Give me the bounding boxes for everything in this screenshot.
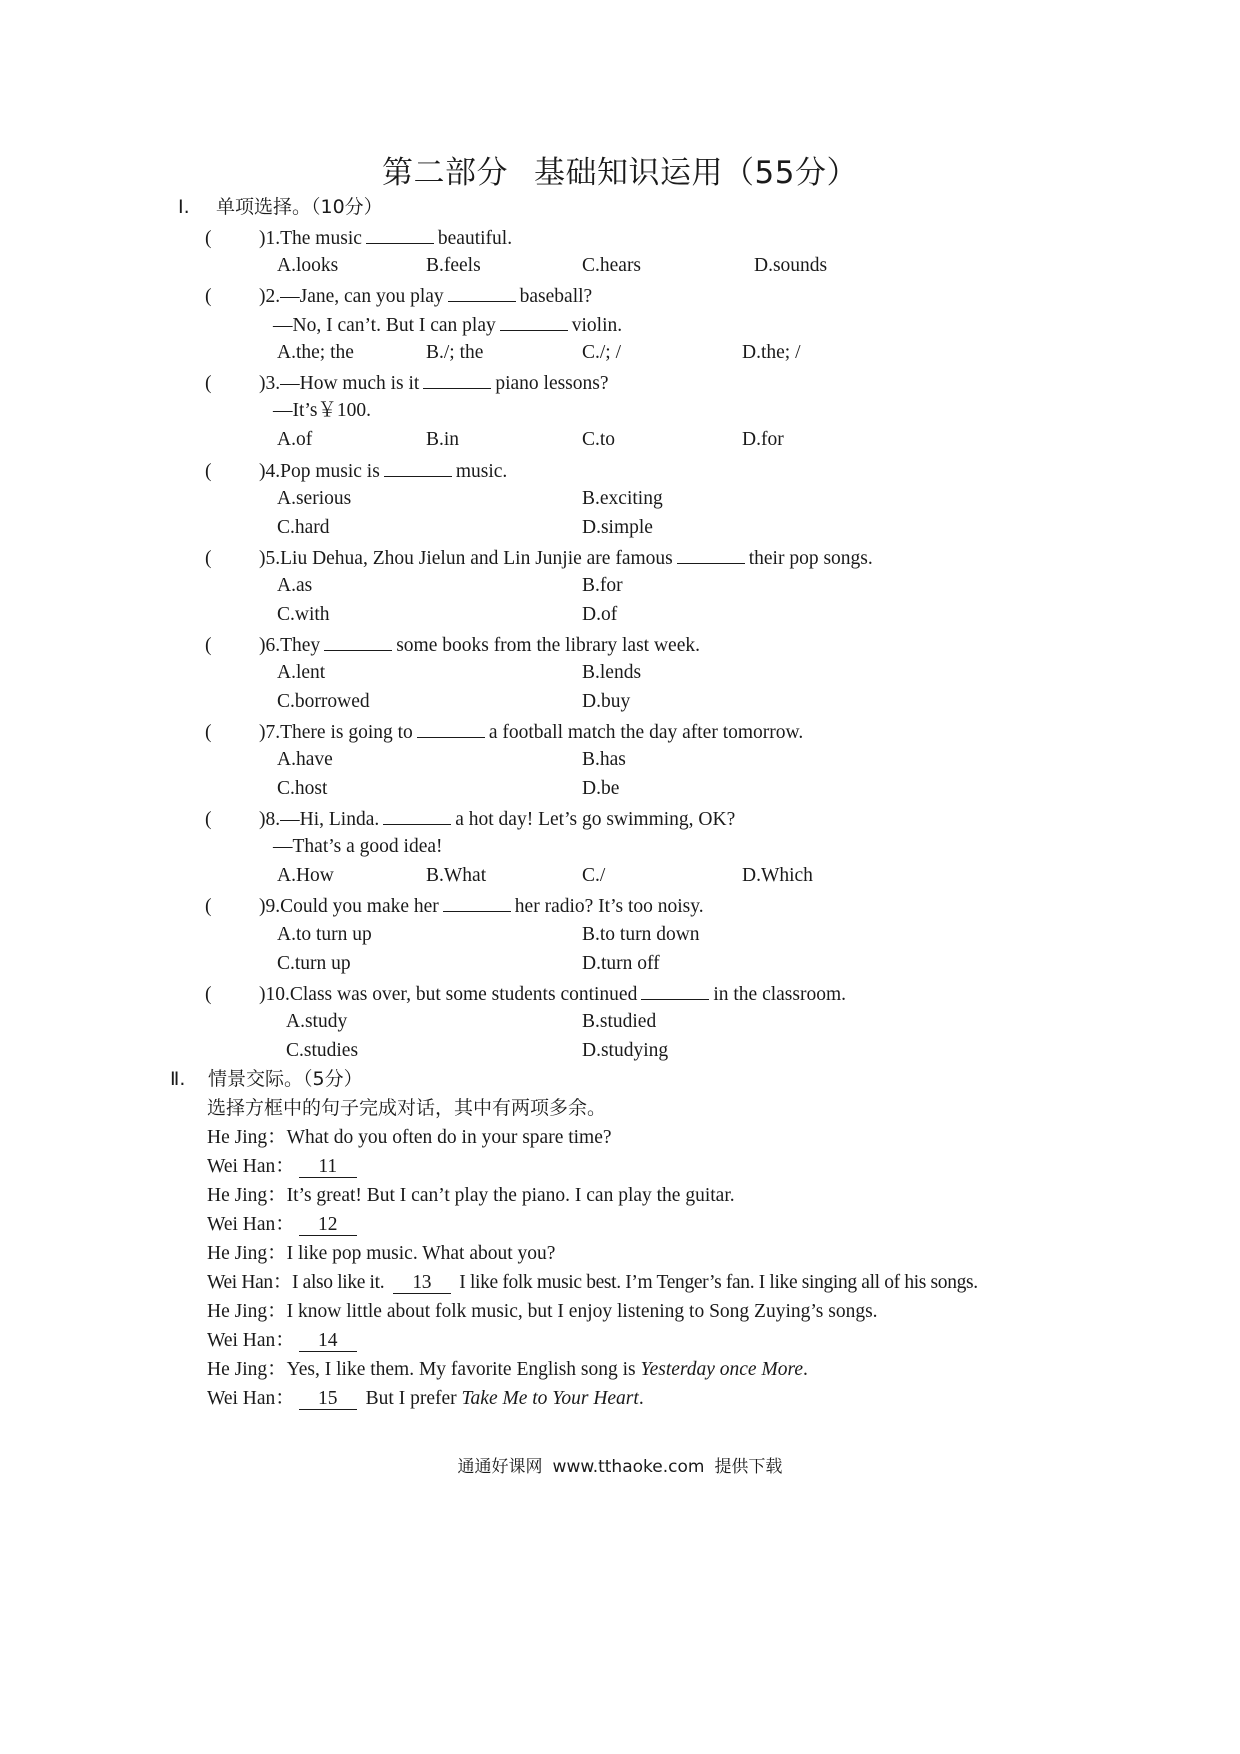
option-8c: C./ [582, 865, 606, 886]
option-4b: B.exciting [582, 488, 663, 509]
speaker-label: He Jing： [207, 1185, 287, 1206]
option-1c: C.hears [582, 255, 642, 276]
option-8a: A.How [277, 865, 334, 886]
answer-blank[interactable] [417, 719, 485, 738]
speaker-label: Wei Han： [207, 1214, 295, 1235]
question-3: ( )3.—How much is it piano lessons? [205, 370, 609, 396]
speaker-label: He Jing： [207, 1359, 287, 1380]
option-5c: C.with [277, 604, 330, 625]
option-7a: A.have [277, 749, 333, 770]
page-footer [0, 1452, 1240, 1477]
option-8b: B.What [426, 865, 487, 886]
question-4: ( )4.Pop music is music. [205, 458, 507, 484]
dialog-line: He Jing：It’s great! But I can’t play the piano. I can play the guitar. [207, 1185, 735, 1206]
option-3c: C.to [582, 429, 616, 450]
option-6b: B.lends [582, 662, 642, 683]
answer-blank[interactable] [448, 283, 516, 302]
option-2a: A.the; the [277, 342, 354, 363]
option-9b: B.to turn down [582, 924, 700, 945]
footer-url[interactable]: www.tthaoke.com [552, 1457, 705, 1477]
option-7c: C.host [277, 778, 328, 799]
dialog-line: He Jing：What do you often do in your spare time? [207, 1127, 612, 1148]
dialog-line: Wei Han：I also like it. 13 I like folk music best. I’m Tenger’s fan. I like singing all of his songs. [207, 1272, 978, 1293]
option-5d: D.of [582, 604, 618, 625]
option-1a: A.looks [277, 255, 339, 276]
song-title: Yesterday once More [640, 1359, 803, 1380]
speaker-label: Wei Han： [207, 1272, 292, 1293]
option-9a: A.to turn up [277, 924, 372, 945]
option-4d: D.simple [582, 517, 653, 538]
answer-blank[interactable] [500, 312, 568, 331]
answer-blank[interactable] [443, 893, 511, 912]
dialog-line: He Jing：Yes, I like them. My favorite English song is Yesterday once More. [207, 1359, 808, 1380]
question-8-reply: —That’s a good idea! [273, 836, 443, 857]
answer-paren: ( [205, 228, 212, 249]
section-2-instruction: 选择方框中的句子完成对话，其中有两项多余。 [207, 1097, 607, 1119]
answer-slot-13[interactable]: 13 [393, 1273, 451, 1294]
answer-blank[interactable] [324, 632, 392, 651]
option-2c: C./; / [582, 342, 622, 363]
dialog-line: He Jing：I know little about folk music, but I enjoy listening to Song Zuying’s songs. [207, 1301, 878, 1322]
footer-site-name: 通通好课网 [457, 1457, 543, 1477]
option-8d: D.Which [742, 865, 813, 886]
answer-blank[interactable] [384, 458, 452, 477]
option-4a: A.serious [277, 488, 352, 509]
footer-note: 提供下载 [714, 1457, 783, 1477]
section-1-heading: Ⅰ. 单项选择。（10分） [178, 196, 383, 218]
answer-blank[interactable] [383, 806, 451, 825]
question-2: ( )2.—Jane, can you play baseball? [205, 283, 592, 309]
answer-blank[interactable] [677, 545, 745, 564]
page-title [0, 147, 1240, 192]
question-8: ( )8.—Hi, Linda. a hot day! Let’s go swimming, OK? [205, 806, 735, 832]
option-5a: A.as [277, 575, 313, 596]
answer-blank[interactable] [423, 370, 491, 389]
option-3b: B.in [426, 429, 460, 450]
answer-slot-14[interactable]: 14 [299, 1331, 357, 1352]
question-6: ( )6.They some books from the library last week. [205, 632, 700, 658]
option-6d: D.buy [582, 691, 631, 712]
answer-slot-11[interactable]: 11 [299, 1157, 357, 1178]
speaker-label: Wei Han： [207, 1156, 295, 1177]
speaker-label: He Jing： [207, 1243, 287, 1264]
answer-slot-12[interactable]: 12 [299, 1215, 357, 1236]
speaker-label: Wei Han： [207, 1388, 295, 1409]
option-9c: C.turn up [277, 953, 351, 974]
option-2d: D.the; / [742, 342, 801, 363]
option-9d: D.turn off [582, 953, 660, 974]
speaker-label: He Jing： [207, 1127, 287, 1148]
option-2b: B./; the [426, 342, 484, 363]
option-1d: D.sounds [754, 255, 828, 276]
option-3a: A.of [277, 429, 313, 450]
question-7: ( )7.There is going to a football match the day after tomorrow. [205, 719, 803, 745]
option-1b: B.feels [426, 255, 481, 276]
question-9: ( )9.Could you make her her radio? It’s too noisy. [205, 893, 704, 919]
answer-blank[interactable] [641, 981, 709, 1000]
question-10: ( )10.Class was over, but some students continued in the classroom. [205, 981, 846, 1007]
option-6a: A.lent [277, 662, 326, 683]
dialog-line [207, 1213, 361, 1237]
answer-blank[interactable] [366, 225, 434, 244]
option-10b: B.studied [582, 1011, 657, 1032]
option-10a: A.study [286, 1011, 348, 1032]
dialog-line: Wei Han： 15 But I prefer Take Me to Your Heart. [207, 1388, 644, 1409]
speaker-label: Wei Han： [207, 1330, 295, 1351]
question-5: ( )5.Liu Dehua, Zhou Jielun and Lin Junjie are famous their pop songs. [205, 545, 873, 571]
option-7b: B.has [582, 749, 626, 770]
question-1: ( )1.The music beautiful. [205, 225, 512, 251]
dialog-line [207, 1329, 361, 1353]
option-10d: D.studying [582, 1040, 669, 1061]
title-part: 第二部分 [382, 155, 509, 191]
option-7d: D.be [582, 778, 620, 799]
question-2-reply: —No, I can’t. But I can play violin. [273, 312, 622, 338]
dialog-line [207, 1155, 361, 1179]
song-title: Take Me to Your Heart [461, 1388, 639, 1409]
option-4c: C.hard [277, 517, 330, 538]
option-6c: C.borrowed [277, 691, 370, 712]
section-2-heading: Ⅱ. 情景交际。（5分） [170, 1068, 363, 1090]
option-10c: C.studies [286, 1040, 359, 1061]
dialog-line: He Jing：I like pop music. What about you? [207, 1243, 556, 1264]
question-3-reply: —It’s￥100. [273, 400, 372, 421]
speaker-label: He Jing： [207, 1301, 287, 1322]
answer-slot-15[interactable]: 15 [299, 1389, 357, 1410]
option-5b: B.for [582, 575, 623, 596]
title-name: 基础知识运用（55分） [534, 155, 858, 191]
option-3d: D.for [742, 429, 784, 450]
